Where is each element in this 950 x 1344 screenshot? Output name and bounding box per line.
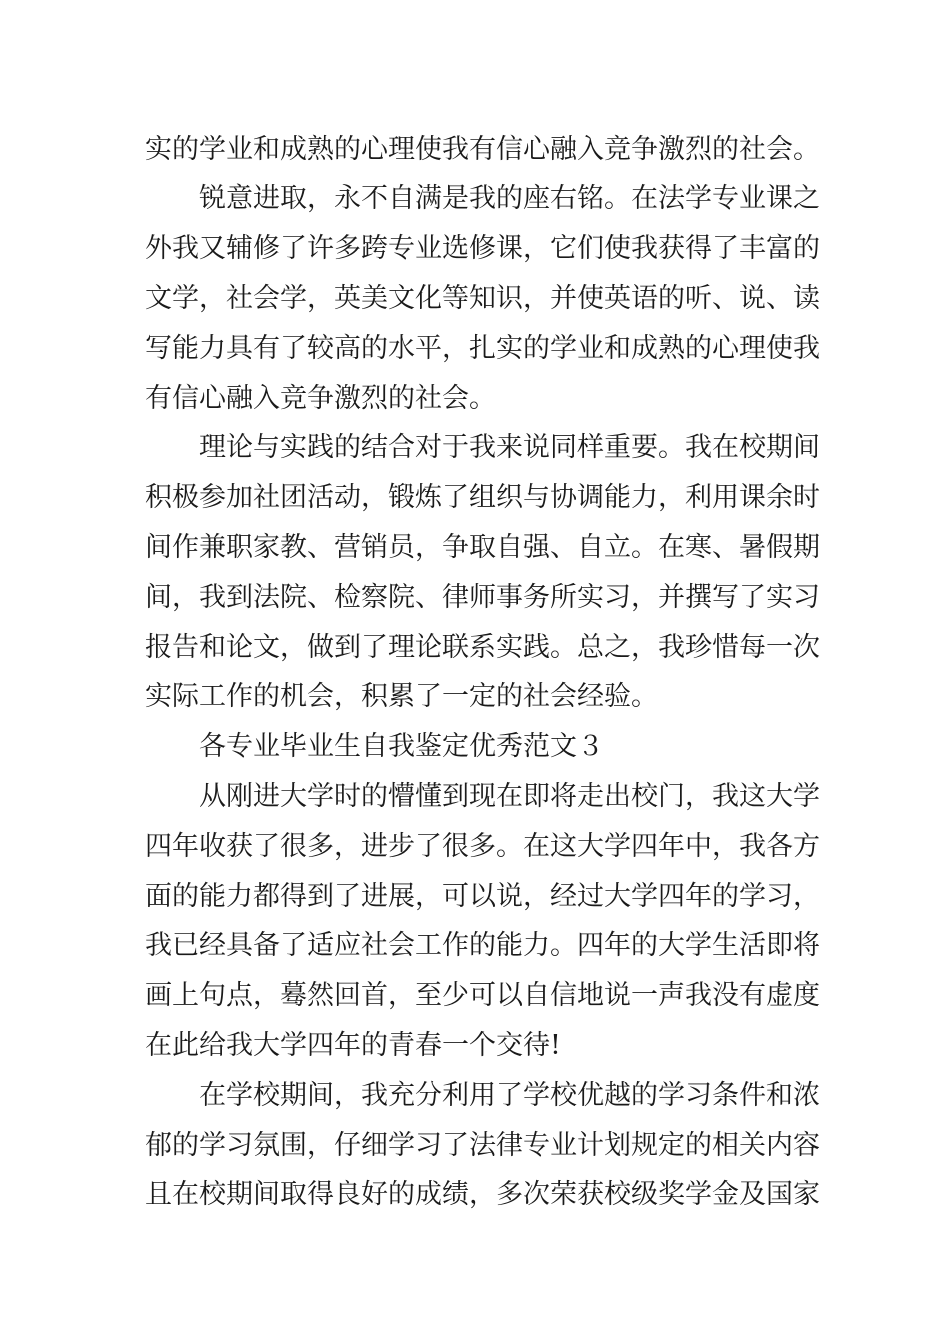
- text-line: 郁的学习氛围，仔细学习了法律专业计划规定的相关内容: [145, 1130, 820, 1161]
- text-line: 外我又辅修了许多跨专业选修课，它们使我获得了丰富的: [145, 233, 820, 264]
- text-line: 文学，社会学，英美文化等知识，并使英语的听、说、读: [145, 283, 820, 314]
- text-line: 实际工作的机会，积累了一定的社会经验。: [145, 681, 658, 712]
- text-line: 间，我到法院、检察院、律师事务所实习，并撰写了实习: [145, 582, 820, 613]
- text-line: 面的能力都得到了进展，可以说，经过大学四年的学习，: [145, 881, 820, 912]
- text-line: 间作兼职家教、营销员，争取自强、自立。在寒、暑假期: [145, 532, 820, 563]
- text-line: 且在校期间取得良好的成绩，多次荣获校级奖学金及国家: [145, 1179, 820, 1210]
- text-line: 四年收获了很多，进步了很多。在这大学四年中，我各方: [145, 831, 820, 862]
- section-heading: 各专业毕业生自我鉴定优秀范文３: [199, 731, 604, 762]
- text-line: 画上句点，蓦然回首，至少可以自信地说一声我没有虚度: [145, 980, 820, 1011]
- paragraph-first-line: 从刚进大学时的懵懂到现在即将走出校门，我这大学: [199, 781, 820, 812]
- paragraph-first-line: 锐意进取，永不自满是我的座右铭。在法学专业课之: [199, 183, 820, 214]
- text-line: 报告和论文，做到了理论联系实践。总之，我珍惜每一次: [145, 632, 820, 663]
- text-line: 在此给我大学四年的青春一个交待!: [145, 1030, 561, 1061]
- text-line: 我已经具备了适应社会工作的能力。四年的大学生活即将: [145, 930, 820, 961]
- paragraph-first-line: 理论与实践的结合对于我来说同样重要。我在校期间: [199, 432, 820, 463]
- text-line: 实的学业和成熟的心理使我有信心融入竞争激烈的社会。: [145, 134, 820, 165]
- text-line: 写能力具有了较高的水平，扎实的学业和成熟的心理使我: [145, 333, 820, 364]
- text-line: 有信心融入竞争激烈的社会。: [145, 383, 496, 414]
- paragraph-first-line: 在学校期间，我充分利用了学校优越的学习条件和浓: [199, 1080, 820, 1111]
- text-line: 积极参加社团活动，锻炼了组织与协调能力，利用课余时: [145, 482, 820, 513]
